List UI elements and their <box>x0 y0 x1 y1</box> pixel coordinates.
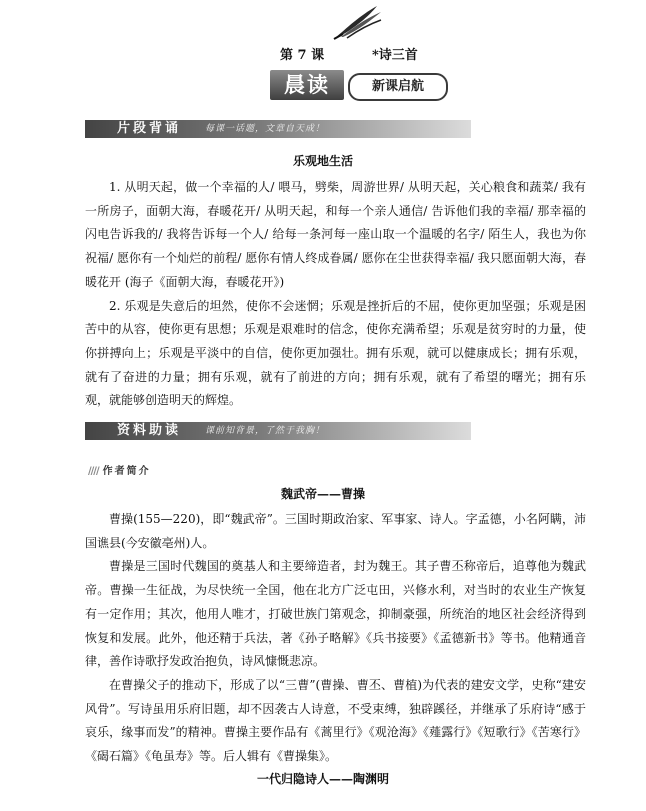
section-slogan: 每课一话题，文章自天成！ <box>205 124 326 134</box>
lesson-title-bar <box>0 44 646 64</box>
lesson-number: 第 7 课 <box>280 48 325 63</box>
section-header-reading-aid <box>85 422 471 440</box>
feather-logo-icon <box>333 4 383 40</box>
section-tag: 片段背诵 <box>117 121 182 136</box>
section-slogan: 课前知背景，了然于我胸！ <box>205 426 326 436</box>
next-author-heading: 一代归隐诗人——陶渊明 <box>256 772 389 786</box>
author-body <box>85 508 586 769</box>
morning-reading-banner <box>270 70 448 100</box>
passage-heading: 乐观地生活 <box>292 154 353 168</box>
lesson-title: *诗三首 <box>372 48 418 63</box>
recitation-body <box>85 176 586 413</box>
hatch-decoration-icon: //// <box>88 466 99 477</box>
paragraph: 在曹操父子的推动下，形成了以“三曹”(曹操、曹丕、曹植)为代表的建安文学，史称“建安风骨”。写诗虽用乐府旧题，却不因袭古人诗意，不受束缚，独辟蹊径，并继承了乐府诗“感于哀乐，缘事而发”的精神。曹操主要作品有《蒿里行》《观沧海》《薤露行》《短歌行》《苦寒行》《碣石篇》《龟虽寿》等。后人辑有《曹操集》。 <box>85 677 586 764</box>
paragraph: 2. 乐观是失意后的坦然，使你不会迷惘；乐观是挫折后的不屈，使你更加坚强；乐观是困苦中的从容，使你更有思想；乐观是艰难时的信念，使你充满希望；乐观是贫穷时的力量，使你拼搏向上；乐观是平淡中的自信，使你更加强壮。拥有乐观，就可以健康成长；拥有乐观，就有了奋进的力量；拥有乐观，就有了前进的方向；拥有乐观，就有了希望的曙光；拥有乐观，就能够创造明天的辉煌。 <box>85 298 586 408</box>
paragraph: 曹操(155—220)，即“魏武帝”。三国时期政治家、军事家、诗人。字孟德，小名阿瞒，沛国谯县(今安徽亳州)人。 <box>85 512 586 550</box>
banner-label-right: 新课启航 <box>348 73 448 101</box>
author-intro-label: 作者简介 <box>102 466 151 477</box>
author-intro-header <box>88 462 151 477</box>
author-heading: 魏武帝——曹操 <box>280 487 365 501</box>
paragraph: 曹操是三国时代魏国的奠基人和主要缔造者，封为魏王。其子曹丕称帝后，追尊他为魏武帝。曹操一生征战，为尽快统一全国，他在北方广泛屯田，兴修水利，对当时的农业生产恢复有一定作用；其次，他用人唯才，打破世族门第观念，抑制豪强，所统治的地区社会经济得到恢复和发展。此外，他还精于兵法，著《孙子略解》《兵书接要》《孟德新书》等书。他精通音律，善作诗歌抒发政治抱负，诗风慷慨悲凉。 <box>85 559 586 669</box>
banner-label-left: 晨读 <box>270 70 344 100</box>
section-tag: 资料助读 <box>117 423 182 438</box>
paragraph: 1. 从明天起，做一个幸福的人/ 喂马，劈柴，周游世界/ 从明天起，关心粮食和蔬菜/ 我有一所房子，面朝大海，春暖花开/ 从明天起，和每一个亲人通信/ 告诉他们我的幸福/ 那幸福的闪电告诉我的/ 我将告诉每一个人/ 给每一条河每一座山取一个温暖的名字/ 陌生人，我也为你祝福/ 愿你有一个灿烂的前程/ 愿你有情人终成眷属/ 愿你在尘世获得幸福/ 我只愿面朝大海，春暖花开 (海子《面朝大海，春暖花开》) <box>85 180 586 289</box>
section-header-recitation <box>85 120 471 138</box>
